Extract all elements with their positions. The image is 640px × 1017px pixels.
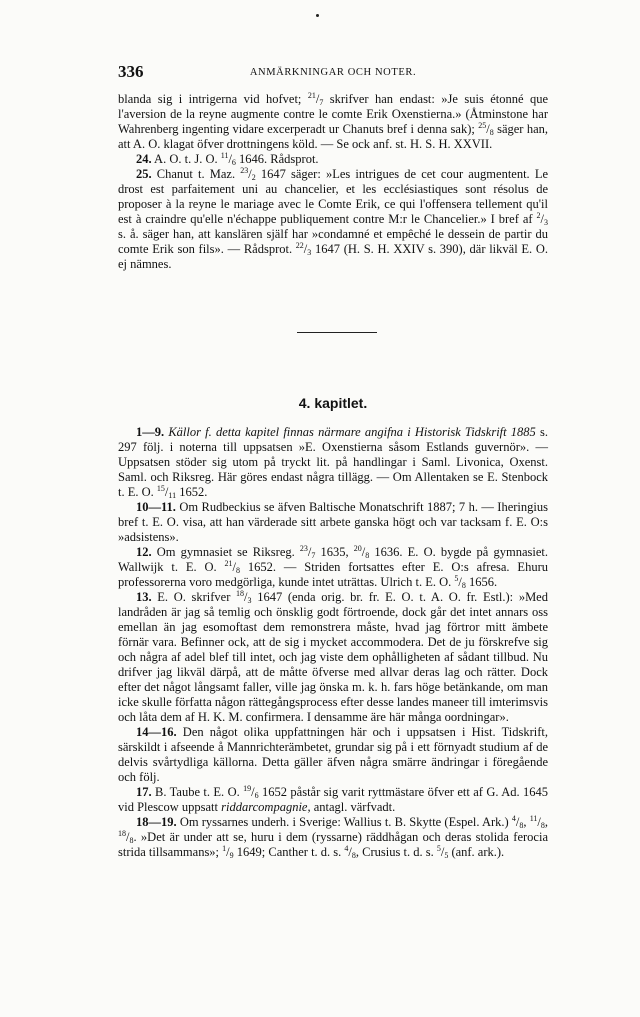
- section-divider: [297, 332, 377, 333]
- note-12: 12. Om gymnasiet se Riksreg. $^{23}/_7$ 1635, $^{20}/_8$ 1636. E. O. bygde på gymnasiet. Wallwijk t. E. O. $^{21}/_8$ 1652. — Striden fortsattes efter E. O:s afresa. Ehuru professorerna voro medgörliga, kunde intet uträttas. Ulrich t. E. O. $^5/_8$ 1656.: [118, 544, 548, 590]
- note-1-9: 1—9. Källor f. detta kapitel finnas närmare angifna i Historisk Tidskrift 1885 s. 297 följ. i noterna till uppsatsen »E. Oxenstierna såsom Estlands guvernör». — Uppsatsen stöder sig utom på tryckt lit. på handlingar i Saml. Livonica, Oxenst. Saml. och Riksreg. Här göres endast några tillägg. — Om Allentaken se E. Stenbock t. E. O. $^{15}/_{11}$ 1652.: [118, 425, 548, 500]
- note-25: 25. Chanut t. Maz. $^{23}/_2$ 1647 säger: »Les intrigues de cet cour augmentent. Le drost est parfaitement uni au chancelier, et les ecclésiastiques sont résolus de proposer à la reyne le mariage avec le Comte Erik, ce qui l'offensera tellement qu'il est à craindre qu'elle n'échappe publiquement contre M:r le Chancelier.» I bref af $^2/_3$ s. å. säger han, att kanslären själf har »condamné et empêché le dessein de partir du comte Erik son fils». — Rådsprot. $^{22}/_3$ 1647 (H. S. H. XXIV s. 390), där likväl E. O. ej nämnes.: [118, 166, 549, 271]
- note-24: 24. A. O. t. J. O. $^{11}/_6$ 1646. Rådsprot.: [136, 151, 319, 167]
- running-head: ANMÄRKNINGAR OCH NOTER.: [249, 67, 417, 78]
- note-13: 13. E. O. skrifver $^{18}/_3$ 1647 (enda orig. br. fr. E. O. t. A. O. fr. Estl.): »Med landråden är jag så temlig och önsklig godt förtroende, dock går det intet annars oss emellan än jag esomoftast dem remonstrera måste, hvad jag förtror mitt ämbete förnär vara. Befinner ock, att de sig i mycket accommodera. Det de ju förskrefve sig och några af adel blef till intet, och jag viste dem ophålligheten af sådant tillbud. Nu drifver jag likväl därpå, att de måtte öfverse med allvar deras lag och rätter. Dock efter det något långsamt faller, ville jag önska m. k. h. fars höge betänkande, om man icke skulle författa någon rättegångsprocess efter desse landes maneer till imterimsvis och låta dem af H. K. M. confirmera. I densamme äre här många oordningar».: [118, 589, 548, 724]
- chapter-heading: 4. kapitlet.: [298, 395, 368, 411]
- page-number: 336: [118, 62, 144, 81]
- note-18-19: 18—19. Om ryssarnes underh. i Sverige: Wallius t. B. Skytte (Espel. Ark.) $^4/_8$, $^{11}/_8$, $^{18}/_8$. »Det är under att se, huru i dem (ryssarne) räddhågan och deras stolida ferocia strida tillsammans»; $^1/_9$ 1649; Canther t. d. s. $^4/_8$, Crusius t. d. s. $^5/_5$ (anf. ark.).: [118, 814, 548, 860]
- chapter-4-notes: [118, 425, 548, 860]
- notes-continued: [118, 92, 548, 272]
- page-header: [118, 62, 548, 82]
- note-17: 17. B. Taube t. E. O. $^{19}/_6$ 1652 påstår sig varit ryttmästare öfver ett af G. Ad. 1645 vid Plescow uppsatt riddarcompagnie, antagl. värfvadt.: [118, 784, 548, 814]
- note-10-11: 10—11. Om Rudbeckius se äfven Baltische Monatschrift 1887; 7 h. — Iheringius bref t. E. O. visa, att han värderade sitt arbete ganska högt och var tacksam f. E. O:s »adsistens».: [118, 500, 548, 544]
- note-23-continuation: blanda sig i intrigerna vid hofvet; $^{21}/_7$ skrifver han endast: »Je suis étonné que l'aversion de la reyne augmente contre le comte Erik Oxenstierna.» (Åtminstone har Wahrenberg ingenting vidare excerperadt ur Chanuts bref i denna sak); $^{25}/_8$ säger han, att A. O. klagat öfver drottningens köld. — Se ock anf. st. H. S. H. XXVII.: [118, 91, 549, 151]
- print-dot-mark: [316, 14, 319, 17]
- note-14-16: 14—16. Den något olika uppfattningen här och i uppsatsen i Hist. Tidskrift, särskildt i afseende å Mannrichterämbetet, grundar sig på i ett förnyadt studium af de delvis svårtydliga källorna. Detta gäller äfven några smärre ändringar i föregående och följ.: [118, 725, 548, 784]
